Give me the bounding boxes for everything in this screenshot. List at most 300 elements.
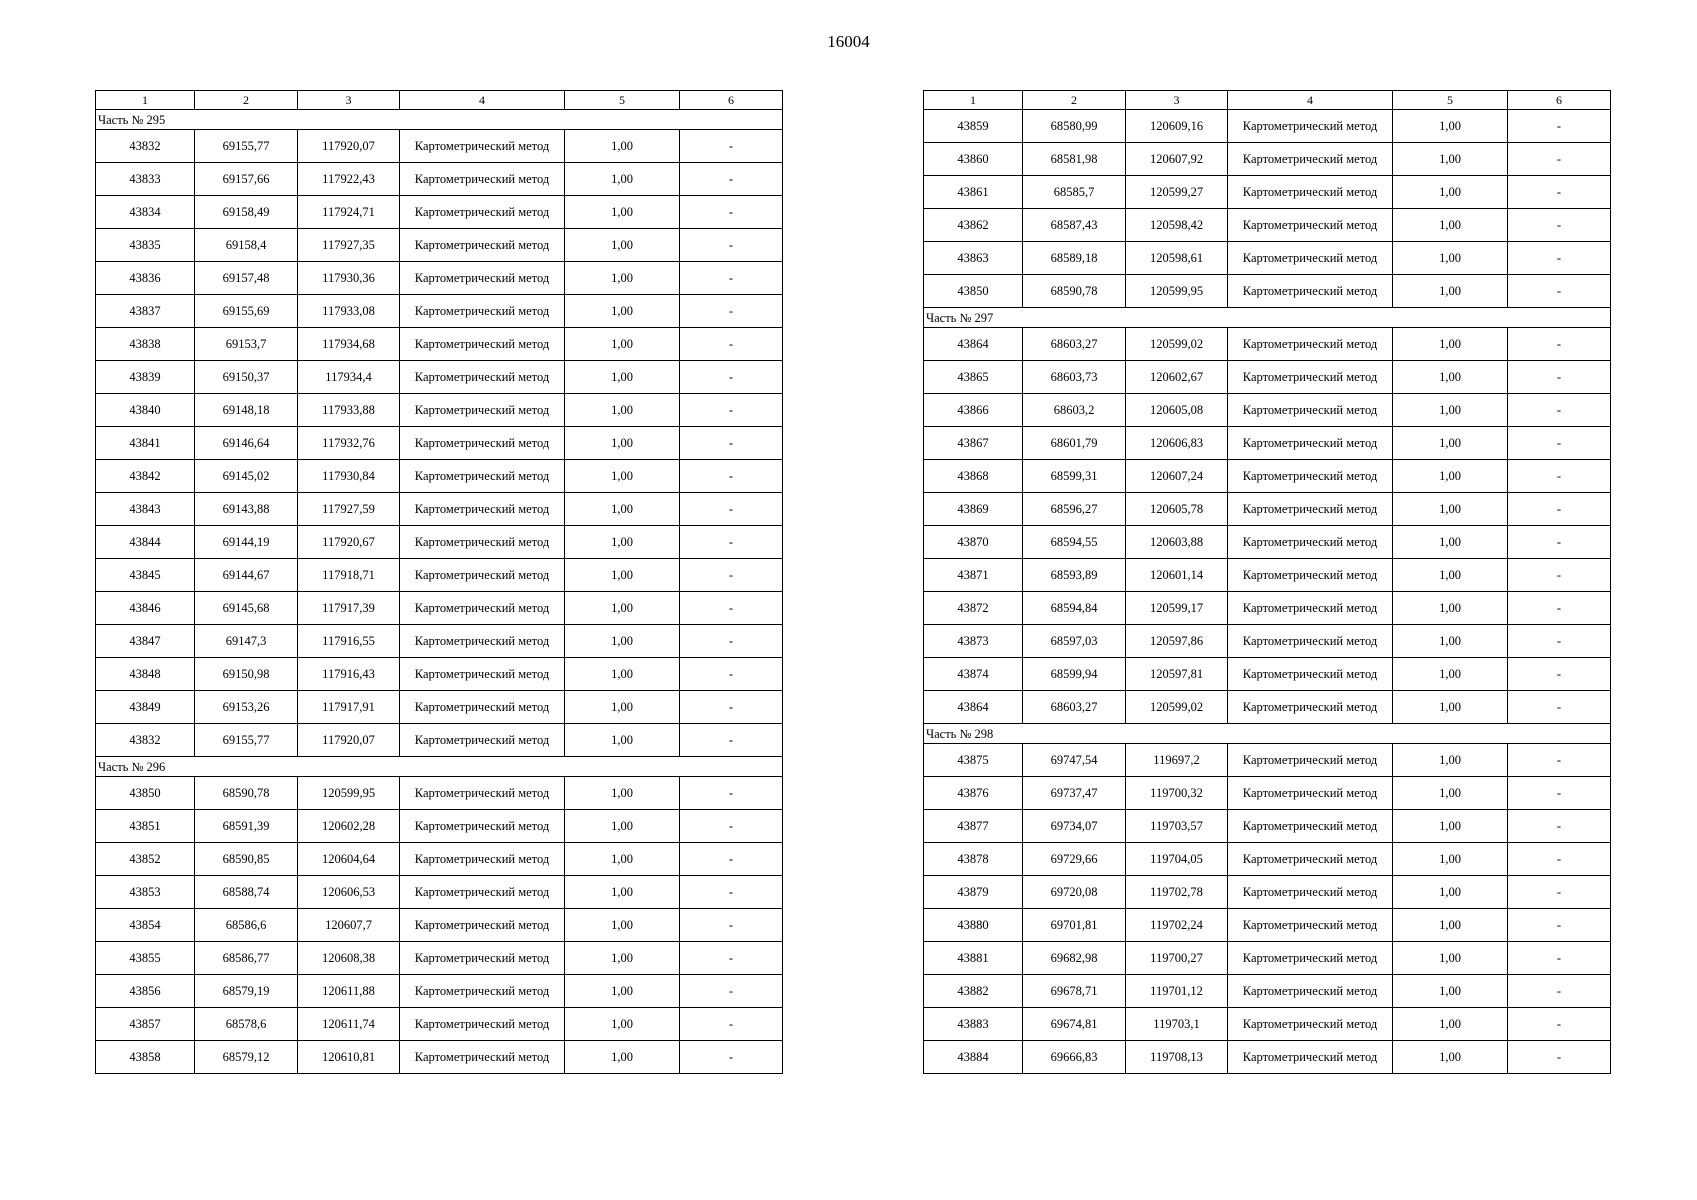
point-number-cell: 43862 xyxy=(924,209,1023,242)
note-cell: - xyxy=(680,777,783,810)
y-coordinate-cell: 119708,13 xyxy=(1126,1041,1228,1074)
note-cell: - xyxy=(1508,810,1611,843)
point-number-cell: 43847 xyxy=(96,625,195,658)
method-cell: Картометрический метод xyxy=(1228,275,1393,308)
table-row xyxy=(96,196,783,229)
method-cell: Картометрический метод xyxy=(400,229,565,262)
note-cell: - xyxy=(1508,427,1611,460)
method-cell: Картометрический метод xyxy=(400,394,565,427)
table-row xyxy=(96,1008,783,1041)
note-cell: - xyxy=(1508,242,1611,275)
x-coordinate-cell: 69155,77 xyxy=(195,130,298,163)
x-coordinate-cell: 68596,27 xyxy=(1023,493,1126,526)
point-number-cell: 43858 xyxy=(96,1041,195,1074)
x-coordinate-cell: 69158,49 xyxy=(195,196,298,229)
note-cell: - xyxy=(680,493,783,526)
table-row xyxy=(96,493,783,526)
x-coordinate-cell: 69145,02 xyxy=(195,460,298,493)
accuracy-cell: 1,00 xyxy=(565,559,680,592)
accuracy-cell: 1,00 xyxy=(1393,1008,1508,1041)
note-cell: - xyxy=(1508,625,1611,658)
note-cell: - xyxy=(680,691,783,724)
x-coordinate-cell: 69737,47 xyxy=(1023,777,1126,810)
point-number-cell: 43848 xyxy=(96,658,195,691)
y-coordinate-cell: 117927,59 xyxy=(298,493,400,526)
table-row xyxy=(96,592,783,625)
method-cell: Картометрический метод xyxy=(1228,942,1393,975)
right-coordinates-table xyxy=(923,90,1611,1074)
x-coordinate-cell: 68590,85 xyxy=(195,843,298,876)
accuracy-cell: 1,00 xyxy=(1393,143,1508,176)
y-coordinate-cell: 117920,67 xyxy=(298,526,400,559)
note-cell: - xyxy=(680,592,783,625)
accuracy-cell: 1,00 xyxy=(565,876,680,909)
y-coordinate-cell: 117924,71 xyxy=(298,196,400,229)
x-coordinate-cell: 69155,77 xyxy=(195,724,298,757)
table-row xyxy=(924,209,1611,242)
x-coordinate-cell: 68587,43 xyxy=(1023,209,1126,242)
accuracy-cell: 1,00 xyxy=(1393,328,1508,361)
column-header: 6 xyxy=(1508,91,1611,110)
method-cell: Картометрический метод xyxy=(400,526,565,559)
method-cell: Картометрический метод xyxy=(400,295,565,328)
y-coordinate-cell: 120598,42 xyxy=(1126,209,1228,242)
y-coordinate-cell: 120607,92 xyxy=(1126,143,1228,176)
point-number-cell: 43845 xyxy=(96,559,195,592)
point-number-cell: 43871 xyxy=(924,559,1023,592)
y-coordinate-cell: 117932,76 xyxy=(298,427,400,460)
point-number-cell: 43840 xyxy=(96,394,195,427)
table-row xyxy=(96,130,783,163)
accuracy-cell: 1,00 xyxy=(1393,625,1508,658)
method-cell: Картометрический метод xyxy=(1228,843,1393,876)
x-coordinate-cell: 68579,12 xyxy=(195,1041,298,1074)
accuracy-cell: 1,00 xyxy=(565,810,680,843)
x-coordinate-cell: 69729,66 xyxy=(1023,843,1126,876)
note-cell: - xyxy=(1508,1008,1611,1041)
table-row xyxy=(96,658,783,691)
note-cell: - xyxy=(680,427,783,460)
method-cell: Картометрический метод xyxy=(1228,361,1393,394)
method-cell: Картометрический метод xyxy=(1228,744,1393,777)
accuracy-cell: 1,00 xyxy=(1393,526,1508,559)
method-cell: Картометрический метод xyxy=(400,658,565,691)
accuracy-cell: 1,00 xyxy=(565,942,680,975)
point-number-cell: 43860 xyxy=(924,143,1023,176)
y-coordinate-cell: 120602,28 xyxy=(298,810,400,843)
table-row xyxy=(96,460,783,493)
x-coordinate-cell: 69666,83 xyxy=(1023,1041,1126,1074)
method-cell: Картометрический метод xyxy=(1228,493,1393,526)
table-row xyxy=(924,1041,1611,1074)
y-coordinate-cell: 120602,67 xyxy=(1126,361,1228,394)
method-cell: Картометрический метод xyxy=(1228,876,1393,909)
note-cell: - xyxy=(1508,744,1611,777)
note-cell: - xyxy=(1508,328,1611,361)
point-number-cell: 43841 xyxy=(96,427,195,460)
y-coordinate-cell: 120606,53 xyxy=(298,876,400,909)
part-header-row xyxy=(96,757,783,777)
method-cell: Картометрический метод xyxy=(1228,658,1393,691)
y-coordinate-cell: 117934,68 xyxy=(298,328,400,361)
y-coordinate-cell: 120603,88 xyxy=(1126,526,1228,559)
point-number-cell: 43851 xyxy=(96,810,195,843)
x-coordinate-cell: 68578,6 xyxy=(195,1008,298,1041)
accuracy-cell: 1,00 xyxy=(565,493,680,526)
right-table-body xyxy=(924,91,1611,1074)
point-number-cell: 43875 xyxy=(924,744,1023,777)
x-coordinate-cell: 68593,89 xyxy=(1023,559,1126,592)
x-coordinate-cell: 69747,54 xyxy=(1023,744,1126,777)
y-coordinate-cell: 120597,81 xyxy=(1126,658,1228,691)
method-cell: Картометрический метод xyxy=(400,460,565,493)
method-cell: Картометрический метод xyxy=(1228,1008,1393,1041)
accuracy-cell: 1,00 xyxy=(1393,110,1508,143)
part-label: Часть № 295 xyxy=(96,110,783,130)
method-cell: Картометрический метод xyxy=(1228,1041,1393,1074)
y-coordinate-cell: 120599,02 xyxy=(1126,691,1228,724)
y-coordinate-cell: 119701,12 xyxy=(1126,975,1228,1008)
y-coordinate-cell: 120597,86 xyxy=(1126,625,1228,658)
accuracy-cell: 1,00 xyxy=(565,328,680,361)
table-row xyxy=(924,275,1611,308)
part-header-row xyxy=(924,308,1611,328)
table-row xyxy=(96,724,783,757)
point-number-cell: 43859 xyxy=(924,110,1023,143)
method-cell: Картометрический метод xyxy=(1228,394,1393,427)
x-coordinate-cell: 68580,99 xyxy=(1023,110,1126,143)
accuracy-cell: 1,00 xyxy=(565,658,680,691)
note-cell: - xyxy=(680,658,783,691)
table-row xyxy=(924,777,1611,810)
column-header-row xyxy=(924,91,1611,110)
y-coordinate-cell: 119702,78 xyxy=(1126,876,1228,909)
point-number-cell: 43861 xyxy=(924,176,1023,209)
x-coordinate-cell: 69674,81 xyxy=(1023,1008,1126,1041)
note-cell: - xyxy=(1508,176,1611,209)
note-cell: - xyxy=(1508,975,1611,1008)
accuracy-cell: 1,00 xyxy=(565,262,680,295)
x-coordinate-cell: 68594,84 xyxy=(1023,592,1126,625)
x-coordinate-cell: 69158,4 xyxy=(195,229,298,262)
method-cell: Картометрический метод xyxy=(1228,176,1393,209)
y-coordinate-cell: 119700,32 xyxy=(1126,777,1228,810)
note-cell: - xyxy=(680,843,783,876)
y-coordinate-cell: 117917,39 xyxy=(298,592,400,625)
x-coordinate-cell: 68590,78 xyxy=(1023,275,1126,308)
accuracy-cell: 1,00 xyxy=(1393,843,1508,876)
y-coordinate-cell: 120607,24 xyxy=(1126,460,1228,493)
table-row xyxy=(96,526,783,559)
accuracy-cell: 1,00 xyxy=(1393,1041,1508,1074)
note-cell: - xyxy=(680,229,783,262)
accuracy-cell: 1,00 xyxy=(1393,909,1508,942)
accuracy-cell: 1,00 xyxy=(565,691,680,724)
y-coordinate-cell: 117922,43 xyxy=(298,163,400,196)
left-coordinates-table xyxy=(95,90,783,1074)
x-coordinate-cell: 68603,27 xyxy=(1023,328,1126,361)
y-coordinate-cell: 120611,74 xyxy=(298,1008,400,1041)
point-number-cell: 43837 xyxy=(96,295,195,328)
table-row xyxy=(924,691,1611,724)
page-number: 16004 xyxy=(827,32,870,51)
x-coordinate-cell: 68589,18 xyxy=(1023,242,1126,275)
method-cell: Картометрический метод xyxy=(400,724,565,757)
accuracy-cell: 1,00 xyxy=(1393,275,1508,308)
point-number-cell: 43833 xyxy=(96,163,195,196)
x-coordinate-cell: 68590,78 xyxy=(195,777,298,810)
table-row xyxy=(96,229,783,262)
accuracy-cell: 1,00 xyxy=(1393,975,1508,1008)
method-cell: Картометрический метод xyxy=(1228,559,1393,592)
note-cell: - xyxy=(1508,843,1611,876)
point-number-cell: 43868 xyxy=(924,460,1023,493)
x-coordinate-cell: 69144,19 xyxy=(195,526,298,559)
accuracy-cell: 1,00 xyxy=(565,427,680,460)
table-row xyxy=(924,744,1611,777)
note-cell: - xyxy=(1508,592,1611,625)
accuracy-cell: 1,00 xyxy=(1393,658,1508,691)
table-row xyxy=(96,394,783,427)
part-header-row xyxy=(96,110,783,130)
y-coordinate-cell: 119697,2 xyxy=(1126,744,1228,777)
part-header-row xyxy=(924,724,1611,744)
table-row xyxy=(96,876,783,909)
y-coordinate-cell: 120599,17 xyxy=(1126,592,1228,625)
method-cell: Картометрический метод xyxy=(400,262,565,295)
point-number-cell: 43838 xyxy=(96,328,195,361)
x-coordinate-cell: 69678,71 xyxy=(1023,975,1126,1008)
table-row xyxy=(924,242,1611,275)
point-number-cell: 43879 xyxy=(924,876,1023,909)
note-cell: - xyxy=(680,361,783,394)
x-coordinate-cell: 68586,77 xyxy=(195,942,298,975)
note-cell: - xyxy=(1508,658,1611,691)
method-cell: Картометрический метод xyxy=(400,592,565,625)
table-row xyxy=(96,975,783,1008)
x-coordinate-cell: 68594,55 xyxy=(1023,526,1126,559)
method-cell: Картометрический метод xyxy=(400,975,565,1008)
method-cell: Картометрический метод xyxy=(400,163,565,196)
y-coordinate-cell: 120599,02 xyxy=(1126,328,1228,361)
method-cell: Картометрический метод xyxy=(400,942,565,975)
y-coordinate-cell: 120609,16 xyxy=(1126,110,1228,143)
y-coordinate-cell: 120605,08 xyxy=(1126,394,1228,427)
y-coordinate-cell: 120604,64 xyxy=(298,843,400,876)
accuracy-cell: 1,00 xyxy=(565,130,680,163)
y-coordinate-cell: 120606,83 xyxy=(1126,427,1228,460)
point-number-cell: 43850 xyxy=(924,275,1023,308)
method-cell: Картометрический метод xyxy=(400,810,565,843)
table-row xyxy=(96,295,783,328)
table-row xyxy=(924,625,1611,658)
y-coordinate-cell: 120610,81 xyxy=(298,1041,400,1074)
accuracy-cell: 1,00 xyxy=(565,1041,680,1074)
method-cell: Картометрический метод xyxy=(1228,810,1393,843)
method-cell: Картометрический метод xyxy=(400,777,565,810)
method-cell: Картометрический метод xyxy=(400,328,565,361)
x-coordinate-cell: 69144,67 xyxy=(195,559,298,592)
note-cell: - xyxy=(1508,526,1611,559)
table-row xyxy=(96,427,783,460)
column-header: 1 xyxy=(924,91,1023,110)
table-row xyxy=(924,361,1611,394)
y-coordinate-cell: 117933,08 xyxy=(298,295,400,328)
y-coordinate-cell: 117917,91 xyxy=(298,691,400,724)
accuracy-cell: 1,00 xyxy=(565,625,680,658)
method-cell: Картометрический метод xyxy=(400,493,565,526)
point-number-cell: 43884 xyxy=(924,1041,1023,1074)
accuracy-cell: 1,00 xyxy=(565,295,680,328)
y-coordinate-cell: 120601,14 xyxy=(1126,559,1228,592)
table-row xyxy=(924,143,1611,176)
note-cell: - xyxy=(1508,1041,1611,1074)
table-row xyxy=(924,328,1611,361)
y-coordinate-cell: 117916,43 xyxy=(298,658,400,691)
note-cell: - xyxy=(1508,493,1611,526)
accuracy-cell: 1,00 xyxy=(1393,493,1508,526)
part-label: Часть № 297 xyxy=(924,308,1611,328)
note-cell: - xyxy=(680,559,783,592)
y-coordinate-cell: 119703,57 xyxy=(1126,810,1228,843)
x-coordinate-cell: 68581,98 xyxy=(1023,143,1126,176)
accuracy-cell: 1,00 xyxy=(1393,361,1508,394)
table-row xyxy=(924,176,1611,209)
note-cell: - xyxy=(680,724,783,757)
note-cell: - xyxy=(1508,209,1611,242)
note-cell: - xyxy=(1508,275,1611,308)
column-header: 3 xyxy=(298,91,400,110)
accuracy-cell: 1,00 xyxy=(1393,777,1508,810)
x-coordinate-cell: 69157,48 xyxy=(195,262,298,295)
accuracy-cell: 1,00 xyxy=(565,909,680,942)
method-cell: Картометрический метод xyxy=(400,559,565,592)
method-cell: Картометрический метод xyxy=(400,1008,565,1041)
note-cell: - xyxy=(680,328,783,361)
note-cell: - xyxy=(680,876,783,909)
point-number-cell: 43881 xyxy=(924,942,1023,975)
column-header: 2 xyxy=(1023,91,1126,110)
table-row xyxy=(924,810,1611,843)
part-label: Часть № 298 xyxy=(924,724,1611,744)
x-coordinate-cell: 68585,7 xyxy=(1023,176,1126,209)
x-coordinate-cell: 68591,39 xyxy=(195,810,298,843)
accuracy-cell: 1,00 xyxy=(565,592,680,625)
x-coordinate-cell: 68579,19 xyxy=(195,975,298,1008)
method-cell: Картометрический метод xyxy=(400,427,565,460)
note-cell: - xyxy=(1508,143,1611,176)
point-number-cell: 43843 xyxy=(96,493,195,526)
note-cell: - xyxy=(680,942,783,975)
x-coordinate-cell: 69148,18 xyxy=(195,394,298,427)
note-cell: - xyxy=(680,1041,783,1074)
accuracy-cell: 1,00 xyxy=(1393,592,1508,625)
table-row xyxy=(924,592,1611,625)
method-cell: Картометрический метод xyxy=(1228,777,1393,810)
note-cell: - xyxy=(680,163,783,196)
x-coordinate-cell: 69155,69 xyxy=(195,295,298,328)
method-cell: Картометрический метод xyxy=(1228,110,1393,143)
point-number-cell: 43835 xyxy=(96,229,195,262)
x-coordinate-cell: 68603,73 xyxy=(1023,361,1126,394)
table-row xyxy=(924,526,1611,559)
column-header: 5 xyxy=(1393,91,1508,110)
note-cell: - xyxy=(680,625,783,658)
note-cell: - xyxy=(1508,691,1611,724)
method-cell: Картометрический метод xyxy=(1228,691,1393,724)
point-number-cell: 43874 xyxy=(924,658,1023,691)
note-cell: - xyxy=(680,460,783,493)
table-row xyxy=(924,559,1611,592)
accuracy-cell: 1,00 xyxy=(565,975,680,1008)
y-coordinate-cell: 120599,27 xyxy=(1126,176,1228,209)
note-cell: - xyxy=(1508,942,1611,975)
x-coordinate-cell: 68599,31 xyxy=(1023,460,1126,493)
x-coordinate-cell: 69150,98 xyxy=(195,658,298,691)
point-number-cell: 43836 xyxy=(96,262,195,295)
method-cell: Картометрический метод xyxy=(1228,592,1393,625)
y-coordinate-cell: 120608,38 xyxy=(298,942,400,975)
point-number-cell: 43832 xyxy=(96,130,195,163)
x-coordinate-cell: 69146,64 xyxy=(195,427,298,460)
note-cell: - xyxy=(1508,559,1611,592)
accuracy-cell: 1,00 xyxy=(1393,559,1508,592)
column-header: 3 xyxy=(1126,91,1228,110)
column-header: 4 xyxy=(400,91,565,110)
method-cell: Картометрический метод xyxy=(400,909,565,942)
point-number-cell: 43849 xyxy=(96,691,195,724)
point-number-cell: 43873 xyxy=(924,625,1023,658)
table-row xyxy=(96,361,783,394)
accuracy-cell: 1,00 xyxy=(1393,876,1508,909)
y-coordinate-cell: 117934,4 xyxy=(298,361,400,394)
column-header: 5 xyxy=(565,91,680,110)
table-row xyxy=(96,942,783,975)
note-cell: - xyxy=(680,394,783,427)
method-cell: Картометрический метод xyxy=(1228,143,1393,176)
x-coordinate-cell: 69143,88 xyxy=(195,493,298,526)
y-coordinate-cell: 117920,07 xyxy=(298,130,400,163)
table-row xyxy=(924,394,1611,427)
note-cell: - xyxy=(680,196,783,229)
method-cell: Картометрический метод xyxy=(400,625,565,658)
x-coordinate-cell: 68599,94 xyxy=(1023,658,1126,691)
method-cell: Картометрический метод xyxy=(400,843,565,876)
point-number-cell: 43866 xyxy=(924,394,1023,427)
x-coordinate-cell: 69157,66 xyxy=(195,163,298,196)
table-row xyxy=(924,876,1611,909)
note-cell: - xyxy=(680,1008,783,1041)
accuracy-cell: 1,00 xyxy=(565,777,680,810)
x-coordinate-cell: 69153,26 xyxy=(195,691,298,724)
note-cell: - xyxy=(680,130,783,163)
point-number-cell: 43880 xyxy=(924,909,1023,942)
accuracy-cell: 1,00 xyxy=(1393,744,1508,777)
accuracy-cell: 1,00 xyxy=(1393,242,1508,275)
method-cell: Картометрический метод xyxy=(1228,328,1393,361)
accuracy-cell: 1,00 xyxy=(1393,691,1508,724)
method-cell: Картометрический метод xyxy=(400,361,565,394)
y-coordinate-cell: 117916,55 xyxy=(298,625,400,658)
y-coordinate-cell: 120599,95 xyxy=(1126,275,1228,308)
point-number-cell: 43852 xyxy=(96,843,195,876)
method-cell: Картометрический метод xyxy=(400,876,565,909)
point-number-cell: 43865 xyxy=(924,361,1023,394)
point-number-cell: 43850 xyxy=(96,777,195,810)
y-coordinate-cell: 119700,27 xyxy=(1126,942,1228,975)
point-number-cell: 43878 xyxy=(924,843,1023,876)
accuracy-cell: 1,00 xyxy=(1393,427,1508,460)
